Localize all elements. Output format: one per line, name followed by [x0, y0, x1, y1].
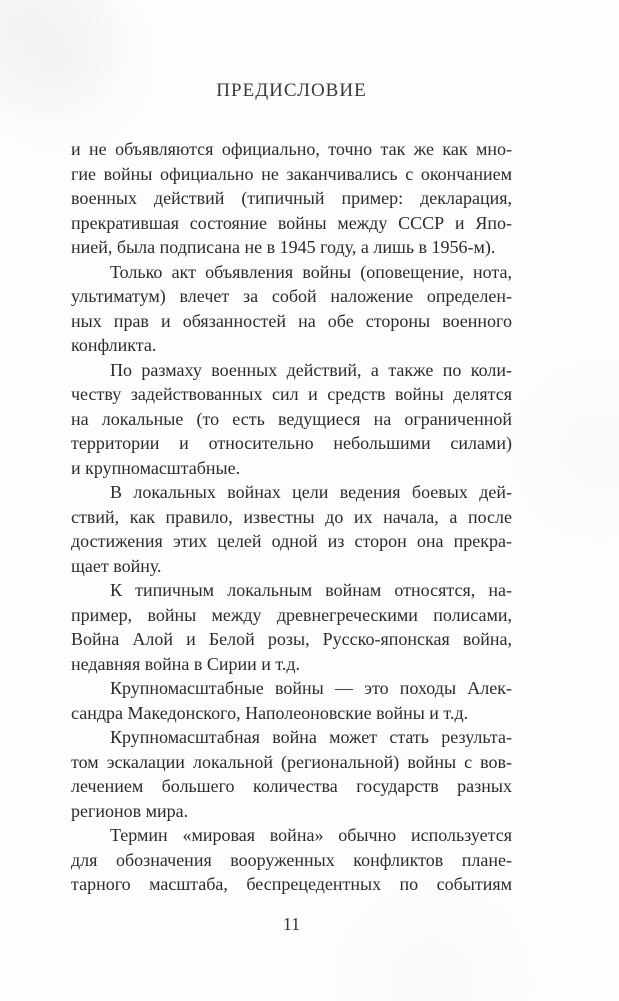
text-line: ствий, как правило, известны до их начала, а после — [71, 506, 512, 527]
text-line: щает войну. — [71, 555, 162, 576]
text-line: Термин «мировая война» обычно используется — [110, 825, 512, 845]
text-line: ных прав и обязанностей на обе стороны военного — [71, 310, 512, 331]
text-line: К типичным локальным войнам относятся, на- — [110, 580, 512, 600]
chapter-title: ПРЕДИСЛОВИЕ — [216, 80, 367, 101]
text-line: прекратившая состояние войны между СССР и Япо- — [71, 212, 512, 233]
text-line: достижения этих целей одной из сторон она прекра- — [71, 531, 512, 551]
text-line: гие войны официально не заканчивались с окончанием — [71, 163, 512, 184]
text-line: и крупномасштабные. — [71, 457, 241, 478]
text-line: честву задействованных сил и средств войны делятся — [71, 384, 512, 404]
text-line: регионов мира. — [71, 800, 189, 821]
text-line: В локальных войнах цели ведения боевых дей- — [110, 482, 512, 502]
text-line: на локальные (то есть ведущиеся на ограниченной — [71, 408, 512, 429]
text-line: нией, была подписана не в 1945 году, а лишь в 1956-м). — [71, 237, 496, 257]
text-line: конфликта. — [71, 335, 157, 355]
text-line: Крупномасштабная война может стать результа- — [110, 727, 512, 747]
text-line: По размаху военных действий, а также по коли- — [110, 359, 512, 380]
text-line: Крупномасштабные войны — это походы Алек- — [110, 678, 512, 698]
text-line: тарного масштаба, беспрецедентных по событиям — [71, 874, 512, 894]
page-number: 11 — [282, 914, 301, 934]
text-line: пример, войны между древнегреческими полисами, — [71, 604, 512, 625]
text-line: территории и относительно небольшими силами) — [71, 433, 512, 453]
text-line: Война Алой и Белой розы, Русско-японская война, — [71, 629, 512, 649]
text-line: ультиматум) влечет за собой наложение определен- — [71, 286, 512, 306]
text-line: лечением большего количества государств разных — [71, 776, 512, 796]
text-line: том эскалации локальной (региональной) войны с вов- — [71, 751, 512, 772]
text-line: сандра Македонского, Наполеоновские войны и т.д. — [71, 702, 469, 723]
text-line: Только акт объявления войны (оповещение, нота, — [110, 261, 512, 282]
text-line: для обозначения вооруженных конфликтов плане- — [71, 849, 512, 870]
text-line: и не объявляются официально, точно так же как мно- — [71, 139, 512, 159]
body-text — [71, 137, 512, 897]
text-line: недавняя война в Сирии и т.д. — [71, 653, 301, 674]
text-line: военных действий (типичный пример: декларация, — [71, 188, 512, 208]
